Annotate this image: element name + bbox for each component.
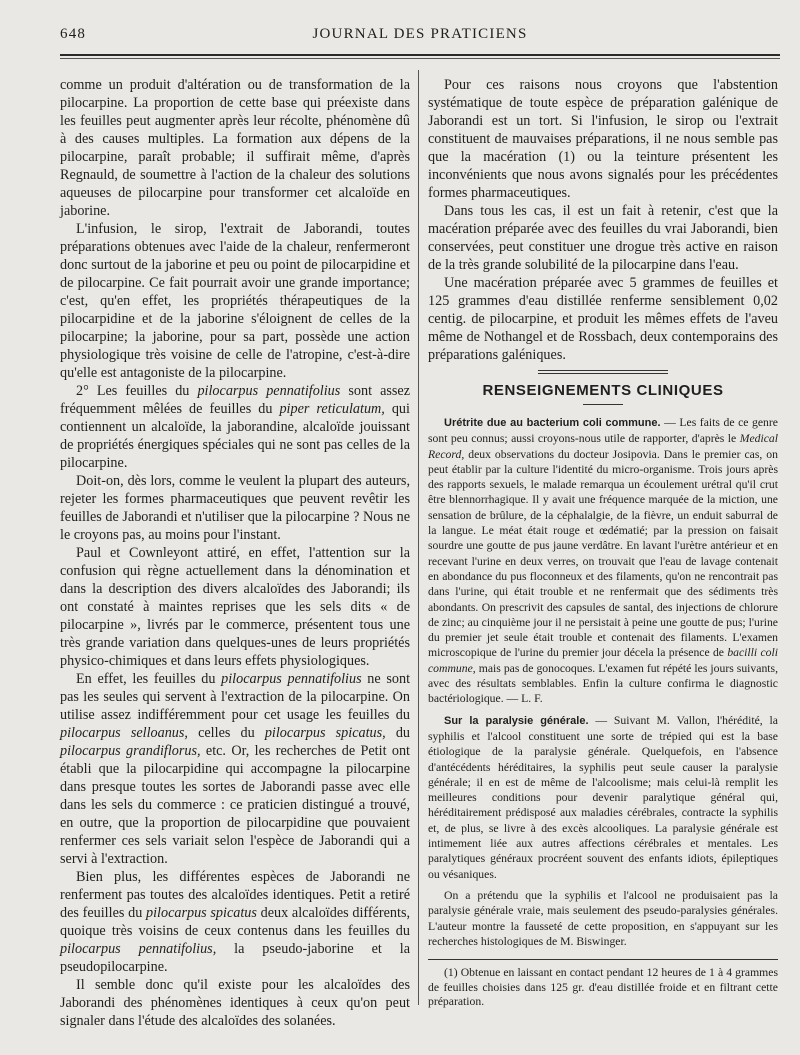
footnote-rule (428, 959, 778, 960)
paragraph: L'infusion, le sirop, l'extrait de Jaborandi, toutes préparations obtenues avec l'aide de la chaleur, renfermeront donc surtout de la jaborine et peu ou point de pilocarpidine et de pilocarpine. Ce fait pourrait avoir une grande importance; c'est, qu'en effet, les propriétés thérapeutiques de la pilocarpidine et de la jaborine s'éloignent de celles de la pilocarpine; la jaborine, pour sa part, possède une action physiologique très voisine de celle de l'atropine, c'est-à-dire qu'elle est antagoniste de la pilocarpine. (60, 221, 410, 381)
species-name: pilocarpus pennatifolius, (60, 941, 217, 957)
footnote: (1) Obtenue en laissant en contact pendant 12 heures de 1 à 4 grammes de feuilles choisies dans 125 gr. d'eau distillée froide et en filtrant cette préparation. (428, 966, 778, 1009)
text: deux alcaloïdes différents, quoique très voisins de ceux contenus dans les feuilles du (60, 905, 411, 939)
text: deux observations du docteur Josipovia. Dans le premier cas, on peut établir par la culture l'identité du micro-organisme. Trois jours après des rapports sexuels, le malade remarqua un écoulement urétral qu'il crut être blennorrhagique. Il y avait une fréquence marquée de la miction, une sensation de brûlure, de la céphalalgie, de la fièvre, un enduit saburral de la langue. Le méat était rouge et œdématié; par la pression on faisait sourdre une goutte de pus jaune verdâtre. En lavant l'urètre antérieur et en recevant l'urine en deux verres, on trouvait que l'eau de lavage contenait en abondance du pus floconneux et des filaments, qu'on ne rencontrait pas dans l'urine, qui était trouble et ne renfermait que des sédiments très abondants. On prescrivit des capsules de santal, des injections de chlorure de zinc; au cinquième jour il ne persistait à peine une goutte de pus; l'urine du premier jet seule était trouble et contenait des filaments. L'examen microscopique de l'urine du premier jour décela la présence de (428, 447, 778, 660)
paragraph: Il semble donc qu'il existe pour les alcaloïdes des Jaborandi des phénomènes identiques à ceux qu'on peut signaler dans l'étude des alcaloïdes des solanées. (60, 977, 410, 1029)
paragraph (60, 382, 410, 472)
text: Bien plus, les différentes espèces de Jaborandi ne renferment pas toutes des alcaloïdes identiques. Petit a retiré des feuilles du (60, 869, 410, 921)
paragraph: Doit-on, dès lors, comme le veulent la plupart des auteurs, rejeter les formes pharmaceutiques que peuvent revêtir les feuilles de Jaborandi et n'utiliser que la pilocarpine ? Nous ne le croyons pas, au moins pour l'instant. (60, 473, 410, 543)
species-name: pilocarpus pennatifolius (197, 383, 341, 399)
text: du (385, 725, 411, 741)
text: sont assez fréquemment mêlées de feuilles du (60, 383, 411, 417)
text: En effet, les feuilles du (76, 671, 222, 687)
paragraph: Paul et Cownleyont attiré, en effet, l'attention sur la confusion qui règne actuellement dans la dénomination et dans la description des divers alcaloïdes des Jaborandi; ils ont constaté à maintes reprises que les sels dits « de pilocarpine », livrés par le commerce, présentent tous une très grande variation dans quelques-unes de leurs propriétés physico-chimiques et dans leurs effets physiologiques. (60, 545, 410, 669)
organism-name: bacilli coli commune, (428, 646, 779, 675)
species-name: pilocarpus pennatifolius (221, 671, 362, 687)
note-heading: Sur la paralysie générale. (444, 714, 589, 727)
text: — Les faits de ce genre sont peu connus; aussi croyons-nous utile de rapporter, d'après le (428, 416, 778, 446)
header-rule-thin (60, 58, 780, 59)
section-separator (538, 370, 668, 374)
clinical-notes (428, 415, 778, 949)
species-name: pilocarpus selloanus, (60, 725, 188, 741)
section-title: RENSEIGNEMENTS CLINIQUES (482, 382, 724, 399)
journal-title: JOURNAL DES PRATICIENS (312, 26, 528, 42)
paragraph (60, 868, 410, 976)
species-name: pilocarpus spicatus (146, 905, 257, 921)
journal-name: Medical Record, (428, 432, 778, 461)
column-divider (418, 70, 419, 1005)
paragraph: Dans tous les cas, il est un fait à retenir, c'est que la macération préparée avec des feuilles du vrai Jaborandi, bien conservées, peut constituer une drogue très active en raison de la très grande solubilité de la pilocarpine dans l'eau. (428, 203, 778, 273)
paragraph: Pour ces raisons nous croyons que l'abstention systématique de toute espèce de préparation galénique de Jaborandi est un tort. Si l'infusion, le sirop ou l'extrait constituent de mauvaises préparations, il ne nous semble pas que la macération (1) ou la teinture présentent les inconvénients que nous avons signalés pour les précédentes formes pharmaceutiques. (428, 77, 778, 201)
text: celles du (187, 725, 265, 741)
page-header (60, 26, 780, 50)
text: qui contiennent un alcaloïde, la jaborandine, alcaloïde jouissant de propriétés énergiques spéciales qui ne sont pas celles de la pilocarpine. (60, 401, 410, 471)
clinical-note (428, 415, 778, 707)
paragraph: Une macération préparée avec 5 grammes de feuilles et 125 grammes d'eau distillée renferme sensiblement 0,02 centig. de pilocarpine, et produit les mêmes effets de l'aveu même de Nothangel et de Rossbach, deux contemporains des préparations galéniques. (428, 275, 778, 363)
paragraph (60, 670, 410, 868)
header-rule (60, 54, 780, 56)
note-heading: Urétrite due au bacterium coli commune. (444, 417, 661, 429)
paragraph: comme un produit d'altération ou de transformation de la pilocarpine. La proportion de cette base qui préexiste dans les feuilles peut augmenter après leur récolte, phénomène dû à des causes multiples. La formation aux dépens de la pilocarpine, paraît probable; il suffirait même, d'après Regnauld, de soumettre à l'action de la chaleur des solutions aqueuses de pilocarpine pour transformer cet alcaloïde en jaborine. (60, 77, 410, 219)
title-rule (583, 404, 623, 405)
paragraph: On a prétendu que la syphilis et l'alcool ne produisaient pas la paralysie générale vraie, mais seulement des pseudo-paralysies générales. L'auteur montre la fausseté de cette proposition, en s'appuyant sur les recherches histologiques de M. Biswinger. (428, 888, 778, 948)
text: la pseudo-jaborine et la pseudopilocarpine. (60, 941, 411, 975)
right-column (428, 76, 778, 1010)
text: ne sont pas les seules qui servent à l'extraction de la pilocarpine. On utilise assez indifféremment pour cet usage les feuilles du (60, 671, 411, 723)
left-column (60, 76, 410, 1030)
page-number: 648 (60, 26, 87, 42)
text: mais pas de gonocoques. L'examen fut répété les jours suivants, avec des résultats semblables. Enfin la culture confirma le diagnostic bactériologique. — L. F. (428, 661, 778, 706)
text: — Suivant M. Vallon, l'hérédité, la syphilis et l'alcool constituent une sorte de trépied qui est la base étiologique de la paralysie générale. Quelquefois, en l'absence d'antécédents héréditaires, la syphilis peut seule causer la paralysie générale; il en est de même de l'alcoolisme; mais celui-là remplit les meilleures conditions pour devenir paralytique général qui, héréditairement prédisposé aux maladies cérébrales, contracte la syphilis et, de plus, se livre à des excès alcooliques. La paralysie générale est intimement liée aux autres affections cérébrales et mentales. Les paralytiques généraux procréent souvent des enfants idiots, épileptiques ou vésaniques. (428, 713, 778, 881)
clinical-note (428, 713, 778, 882)
text: etc. Or, les recherches de Petit ont établi que la pilocarpidine qui accompagne la pilocarpine dans presque toutes les sortes de Jaborandi passe avec elle dans les sels du commerce : ce praticien distingué a trouvé, en outre, que la proportion de pilocarpidine que pouvaient renfermer ces sels variait selon l'espèce de Jaborandi qui a servi à l'extraction. (60, 743, 410, 867)
species-name: piper reticulatum, (279, 401, 385, 417)
species-name: pilocarpus spicatus, (264, 725, 386, 741)
species-name: pilocarpus grandiflorus, (60, 743, 201, 759)
text: 2° Les feuilles du (76, 383, 198, 399)
